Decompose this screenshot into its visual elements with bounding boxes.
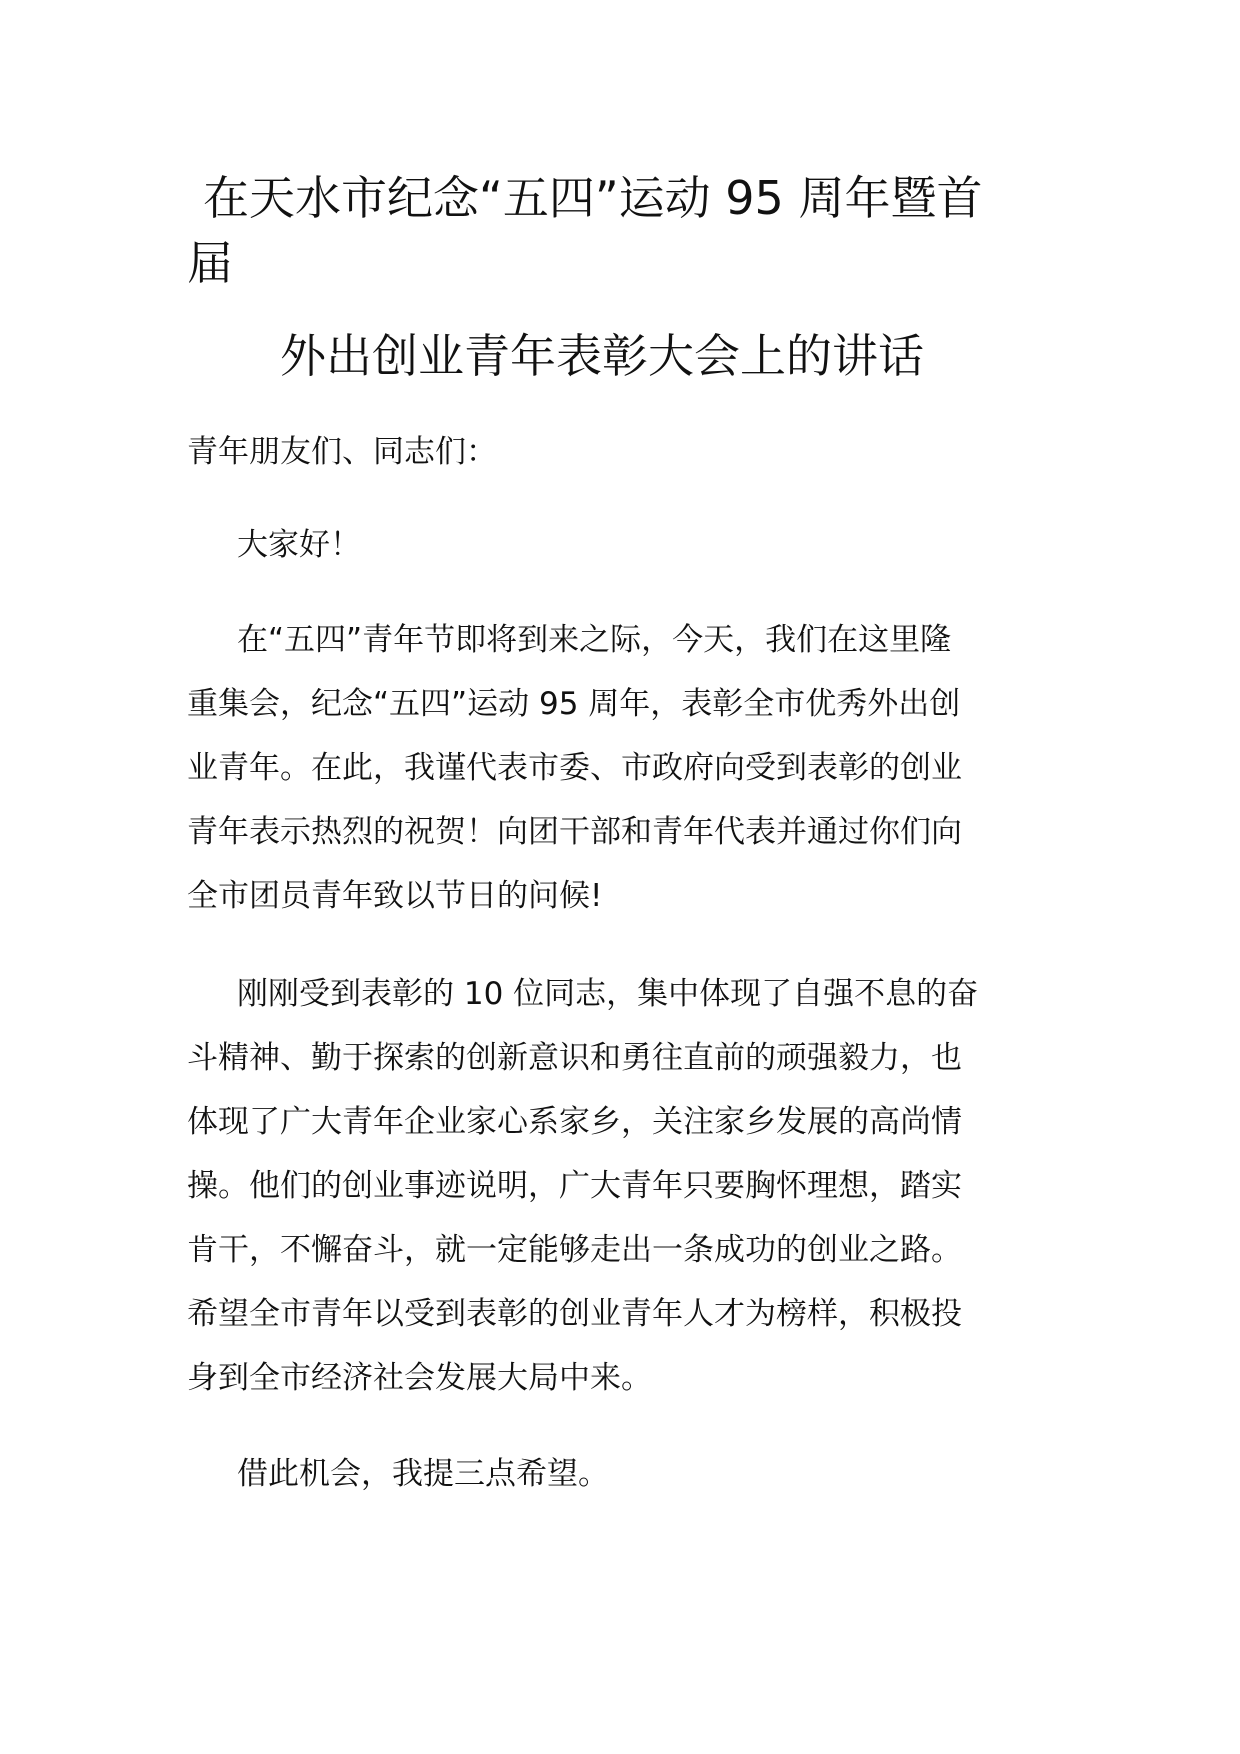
speech-title-line-2: 外出创业青年表彰大会上的讲话 bbox=[280, 329, 924, 383]
hello-text: 大家好！ bbox=[237, 527, 361, 563]
paragraph-2-line: 身到全市经济社会发展大局中来。 bbox=[187, 1360, 652, 1396]
paragraph-3 bbox=[187, 1442, 1057, 1506]
paragraph-3-text: 借此机会，我提三点希望。 bbox=[237, 1456, 609, 1492]
paragraph-1-line: 在“五四”青年节即将到来之际，今天，我们在这里隆 bbox=[237, 622, 952, 658]
paragraph-1 bbox=[187, 608, 1057, 928]
speech-title-line-1-wrap: 届 bbox=[187, 236, 233, 290]
paragraph-2 bbox=[187, 962, 1057, 1410]
paragraph-2-line: 斗精神、勤于探索的创新意识和勇往直前的顽强毅力，也 bbox=[187, 1040, 962, 1076]
speech-title-line-1: 在天水市纪念“五四”运动 95 周年暨首 bbox=[203, 171, 983, 225]
paragraph-2-line: 肯干，不懈奋斗，就一定能够走出一条成功的创业之路。 bbox=[187, 1232, 962, 1268]
salutation-text: 青年朋友们、同志们： bbox=[187, 434, 497, 470]
salutation bbox=[187, 420, 1057, 484]
paragraph-2-line: 体现了广大青年企业家心系家乡，关注家乡发展的高尚情 bbox=[187, 1104, 962, 1140]
paragraph-1-line: 全市团员青年致以节日的问候! bbox=[187, 878, 603, 914]
paragraph-2-line: 刚刚受到表彰的 10 位同志，集中体现了自强不息的奋 bbox=[237, 976, 979, 1012]
paragraph-1-line: 青年表示热烈的祝贺！向团干部和青年代表并通过你们向 bbox=[187, 814, 962, 850]
paragraph-2-line: 操。他们的创业事迹说明，广大青年只要胸怀理想，踏实 bbox=[187, 1168, 962, 1204]
hello-paragraph bbox=[187, 513, 1057, 577]
paragraph-1-line: 重集会，纪念“五四”运动 95 周年，表彰全市优秀外出创 bbox=[187, 686, 961, 722]
paragraph-1-line: 业青年。在此，我谨代表市委、市政府向受到表彰的创业 bbox=[187, 750, 962, 786]
paragraph-2-line: 希望全市青年以受到表彰的创业青年人才为榜样，积极投 bbox=[187, 1296, 962, 1332]
